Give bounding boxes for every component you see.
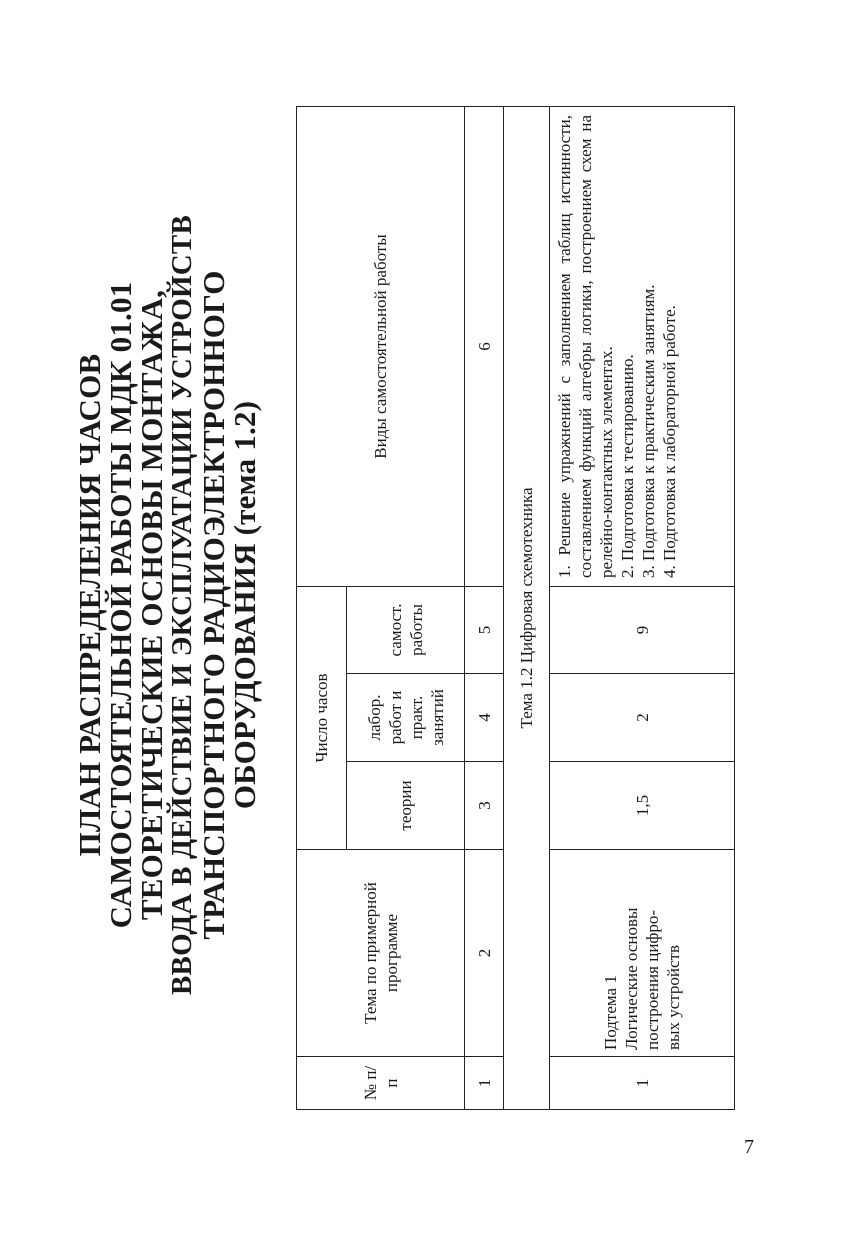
rotated-page-content	[74, 90, 754, 1120]
column-number: 6	[465, 107, 504, 587]
column-number: 3	[465, 762, 504, 850]
hours-plan-table	[296, 106, 735, 1110]
section-title: Тема 1.2 Цифровая схемотехника	[504, 107, 550, 1110]
work-item: 4. Подготовка к лабораторной работе.	[660, 305, 679, 578]
row-works	[550, 107, 735, 587]
header-works: Виды самостоятельной работы	[297, 107, 465, 587]
header-theory: теории	[347, 762, 465, 850]
topic-line: построения цифро-	[643, 909, 662, 1050]
header-lab: лабор. работ и практ. занятий	[347, 674, 465, 762]
row-theory-hours: 1,5	[550, 762, 735, 850]
column-number: 2	[465, 850, 504, 1057]
topic-line: Подтема 1	[601, 975, 620, 1050]
work-item: 1. Решение упражнений с заполнением таблиц истинности, составлением функций алгебры логики, построением схем на релейно-контактных элементах.	[555, 115, 616, 578]
title-line-6: ОБОРУДОВАНИЯ (тема 1.2)	[227, 400, 262, 810]
work-item: 3. Подготовка к практическим занятиям.	[639, 284, 658, 578]
column-number-row	[465, 107, 504, 1110]
page-number: 7	[744, 1136, 754, 1158]
title-line-5: ТРАНСПОРТНОГО РАДИОЭЛЕКТРОННОГО	[196, 270, 231, 940]
title-line-4: ВВОДА В ДЕЙСТВИЕ И ЭКСПЛУАТАЦИИ УСТРОЙСТВ	[166, 215, 198, 996]
header-topic: Тема по примерной программе	[297, 850, 465, 1057]
work-item: 2. Подготовка к тестированию.	[618, 354, 637, 578]
title-line-1: ПЛАН РАСПРЕДЕЛЕНИЯ ЧАСОВ	[72, 353, 107, 857]
header-hours: Число часов	[297, 587, 347, 850]
title-line-3: ТЕОРЕТИЧЕСКИЕ ОСНОВЫ МОНТАЖА,	[134, 289, 169, 921]
row-lab-hours: 2	[550, 674, 735, 762]
header-num: № п/п	[297, 1057, 465, 1110]
header-self: самост. работы	[347, 587, 465, 674]
topic-line: Логические основы	[622, 907, 641, 1050]
title-line-2: САМОСТОЯТЕЛЬНОЙ РАБОТЫ МДК 01.01	[103, 281, 138, 929]
row-self-hours: 9	[550, 587, 735, 674]
row-topic	[550, 850, 735, 1057]
column-number: 4	[465, 674, 504, 762]
column-number: 1	[465, 1057, 504, 1110]
document-title	[72, 90, 262, 1120]
row-num: 1	[550, 1057, 735, 1110]
column-number: 5	[465, 587, 504, 674]
topic-line: вых устройств	[664, 945, 683, 1050]
table-row	[550, 107, 735, 1110]
